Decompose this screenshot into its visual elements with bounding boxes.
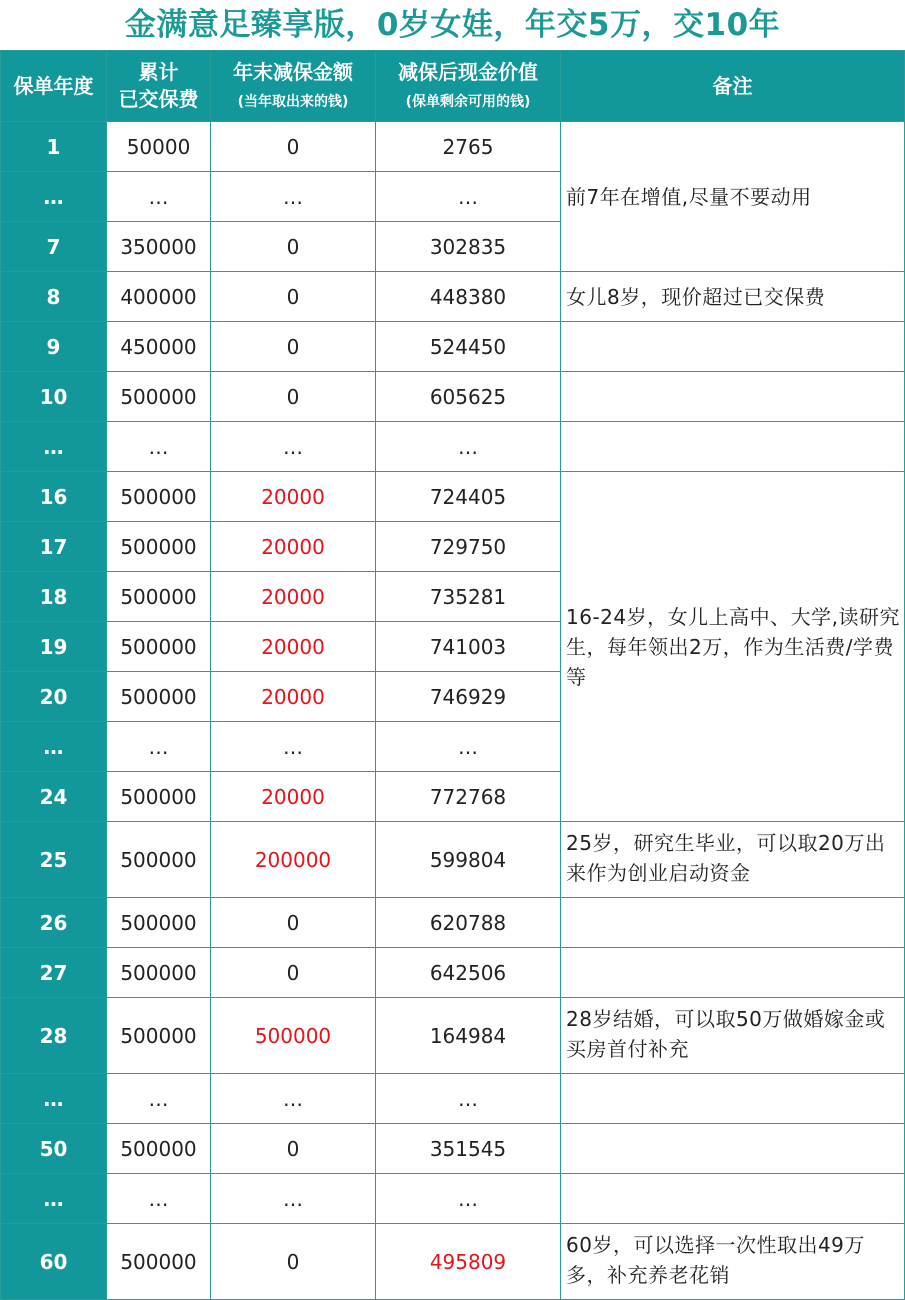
table-row [1,422,905,472]
table-row [1,122,905,172]
year-cell: 7 [1,222,107,272]
cash-cell: 164984 [376,998,561,1074]
year-cell: 10 [1,372,107,422]
cash-cell: 729750 [376,522,561,572]
paid-cell: 500000 [107,948,211,998]
withdraw-cell: 0 [211,122,376,172]
withdraw-cell: … [211,1074,376,1124]
year-cell: 8 [1,272,107,322]
year-cell: … [1,172,107,222]
cash-cell: … [376,1074,561,1124]
note-cell [561,422,905,472]
cash-cell: … [376,722,561,772]
year-cell: 16 [1,472,107,522]
header-cash: 减保后现金价值 (保单剩余可用的钱) [376,51,561,122]
paid-cell: 400000 [107,272,211,322]
year-cell: 17 [1,522,107,572]
cash-cell: 2765 [376,122,561,172]
withdraw-cell: 20000 [211,572,376,622]
cash-cell: 746929 [376,672,561,722]
note-cell [561,372,905,422]
withdraw-cell: … [211,422,376,472]
cash-cell: 741003 [376,622,561,672]
year-cell: 50 [1,1124,107,1174]
note-cell [561,898,905,948]
paid-cell: 500000 [107,672,211,722]
year-cell: 60 [1,1224,107,1300]
cash-cell: 620788 [376,898,561,948]
cash-cell: … [376,172,561,222]
year-cell: 25 [1,822,107,898]
header-row [1,51,905,122]
year-cell: 1 [1,122,107,172]
note-cell [561,1174,905,1224]
paid-cell: 50000 [107,122,211,172]
withdraw-cell: 20000 [211,522,376,572]
withdraw-cell: 0 [211,222,376,272]
paid-cell: … [107,722,211,772]
year-cell: … [1,1174,107,1224]
table-row [1,898,905,948]
withdraw-cell: … [211,172,376,222]
note-cell: 60岁，可以选择一次性取出49万多，补充养老花销 [561,1224,905,1300]
paid-cell: … [107,422,211,472]
paid-cell: 450000 [107,322,211,372]
insurance-table [0,50,905,1300]
cash-cell: 605625 [376,372,561,422]
table-row [1,372,905,422]
year-cell: 28 [1,998,107,1074]
cash-cell: 599804 [376,822,561,898]
year-cell: 19 [1,622,107,672]
note-cell: 女儿8岁，现价超过已交保费 [561,272,905,322]
year-cell: 24 [1,772,107,822]
table-row [1,322,905,372]
withdraw-cell: 0 [211,372,376,422]
table-row [1,998,905,1074]
header-paid: 累计 已交保费 [107,51,211,122]
withdraw-cell: 0 [211,948,376,998]
year-cell: … [1,722,107,772]
paid-cell: 500000 [107,522,211,572]
year-cell: 27 [1,948,107,998]
paid-cell: 500000 [107,622,211,672]
withdraw-cell: 500000 [211,998,376,1074]
paid-cell: 500000 [107,472,211,522]
withdraw-cell: 0 [211,272,376,322]
table-row [1,272,905,322]
header-withdraw: 年末减保金额 (当年取出来的钱) [211,51,376,122]
cash-cell: 495809 [376,1224,561,1300]
cash-cell: 642506 [376,948,561,998]
cash-cell: … [376,422,561,472]
note-cell: 28岁结婚，可以取50万做婚嫁金或买房首付补充 [561,998,905,1074]
table-row [1,1174,905,1224]
withdraw-cell: 0 [211,1224,376,1300]
withdraw-cell: … [211,722,376,772]
paid-cell: 350000 [107,222,211,272]
paid-cell: 500000 [107,772,211,822]
note-cell [561,322,905,372]
note-cell: 前7年在增值,尽量不要动用 [561,122,905,272]
year-cell: 9 [1,322,107,372]
note-cell [561,948,905,998]
cash-cell: 448380 [376,272,561,322]
withdraw-cell: 20000 [211,472,376,522]
paid-cell: 500000 [107,822,211,898]
note-cell [561,1124,905,1174]
cash-cell: 724405 [376,472,561,522]
year-cell: 20 [1,672,107,722]
paid-cell: 500000 [107,572,211,622]
note-cell: 25岁，研究生毕业，可以取20万出来作为创业启动资金 [561,822,905,898]
withdraw-cell: 0 [211,1124,376,1174]
table-row [1,948,905,998]
cash-cell: … [376,1174,561,1224]
withdraw-cell: … [211,1174,376,1224]
table-row [1,472,905,522]
paid-cell: … [107,1074,211,1124]
table-row [1,1224,905,1300]
table-row [1,822,905,898]
cash-cell: 772768 [376,772,561,822]
paid-cell: … [107,172,211,222]
table-row [1,1074,905,1124]
year-cell: 18 [1,572,107,622]
header-note: 备注 [561,51,905,122]
year-cell: 26 [1,898,107,948]
withdraw-cell: 20000 [211,772,376,822]
paid-cell: … [107,1174,211,1224]
paid-cell: 500000 [107,1224,211,1300]
paid-cell: 500000 [107,998,211,1074]
paid-cell: 500000 [107,1124,211,1174]
year-cell: … [1,422,107,472]
withdraw-cell: 0 [211,898,376,948]
cash-cell: 302835 [376,222,561,272]
withdraw-cell: 20000 [211,672,376,722]
table-row [1,1124,905,1174]
note-cell: 16-24岁，女儿上高中、大学,读研究生，每年领出2万，作为生活费/学费等 [561,472,905,822]
cash-cell: 735281 [376,572,561,622]
page-title: 金满意足臻享版，0岁女娃，年交5万，交10年 [124,7,781,43]
cash-cell: 351545 [376,1124,561,1174]
paid-cell: 500000 [107,898,211,948]
header-year: 保单年度 [1,51,107,122]
withdraw-cell: 20000 [211,622,376,672]
withdraw-cell: 0 [211,322,376,372]
note-cell [561,1074,905,1124]
year-cell: … [1,1074,107,1124]
cash-cell: 524450 [376,322,561,372]
withdraw-cell: 200000 [211,822,376,898]
paid-cell: 500000 [107,372,211,422]
